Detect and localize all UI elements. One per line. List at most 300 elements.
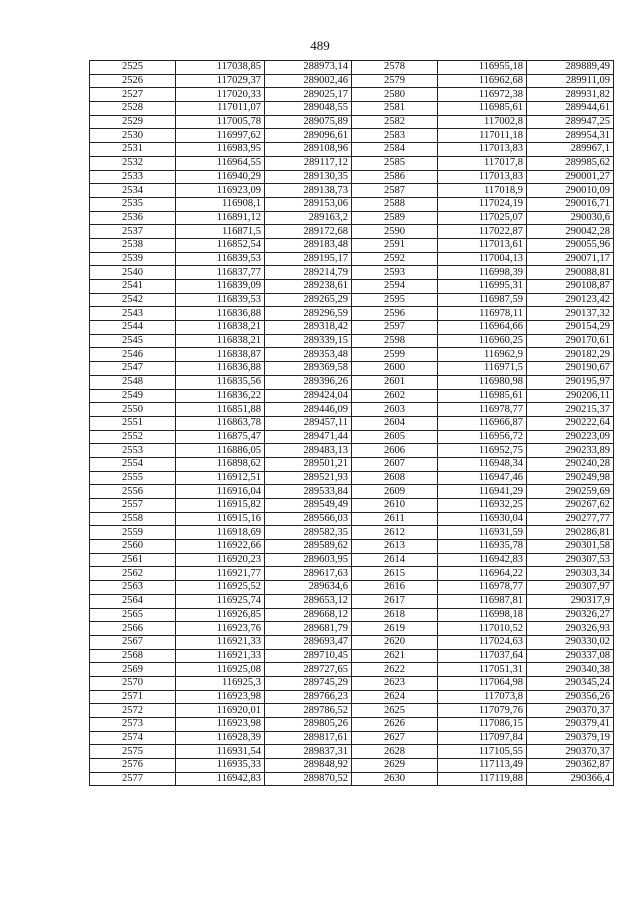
point-number-cell: 2559 bbox=[90, 526, 176, 540]
y-coordinate-cell: 289967,1 bbox=[527, 143, 614, 157]
x-coordinate-cell: 116964,22 bbox=[438, 567, 527, 581]
x-coordinate-cell: 116987,81 bbox=[438, 594, 527, 608]
point-number-cell: 2592 bbox=[352, 252, 438, 266]
y-coordinate-cell: 289521,93 bbox=[265, 471, 352, 485]
point-number-cell: 2553 bbox=[90, 444, 176, 458]
y-coordinate-cell: 290356,26 bbox=[527, 690, 614, 704]
point-number-cell: 2576 bbox=[90, 759, 176, 773]
point-number-cell: 2624 bbox=[352, 690, 438, 704]
x-coordinate-cell: 117073,8 bbox=[438, 690, 527, 704]
point-number-cell: 2564 bbox=[90, 594, 176, 608]
point-number-cell: 2577 bbox=[90, 772, 176, 786]
table-row bbox=[90, 622, 614, 636]
x-coordinate-cell: 116921,33 bbox=[176, 649, 265, 663]
point-number-cell: 2557 bbox=[90, 499, 176, 513]
y-coordinate-cell: 289446,09 bbox=[265, 403, 352, 417]
point-number-cell: 2616 bbox=[352, 581, 438, 595]
x-coordinate-cell: 116948,34 bbox=[438, 457, 527, 471]
table-row bbox=[90, 540, 614, 554]
x-coordinate-cell: 117013,83 bbox=[438, 143, 527, 157]
point-number-cell: 2600 bbox=[352, 362, 438, 376]
x-coordinate-cell: 116838,21 bbox=[176, 334, 265, 348]
point-number-cell: 2596 bbox=[352, 307, 438, 321]
x-coordinate-cell: 116983,95 bbox=[176, 143, 265, 157]
y-coordinate-cell: 289668,12 bbox=[265, 608, 352, 622]
x-coordinate-cell: 117004,13 bbox=[438, 252, 527, 266]
y-coordinate-cell: 289501,21 bbox=[265, 457, 352, 471]
y-coordinate-cell: 290362,87 bbox=[527, 759, 614, 773]
point-number-cell: 2568 bbox=[90, 649, 176, 663]
x-coordinate-cell: 116926,85 bbox=[176, 608, 265, 622]
table-row bbox=[90, 718, 614, 732]
x-coordinate-cell: 116935,33 bbox=[176, 759, 265, 773]
table-row bbox=[90, 499, 614, 513]
y-coordinate-cell: 289163,2 bbox=[265, 211, 352, 225]
y-coordinate-cell: 289634,6 bbox=[265, 581, 352, 595]
point-number-cell: 2563 bbox=[90, 581, 176, 595]
x-coordinate-cell: 117024,63 bbox=[438, 635, 527, 649]
x-coordinate-cell: 116960,25 bbox=[438, 334, 527, 348]
x-coordinate-cell: 117011,07 bbox=[176, 102, 265, 116]
y-coordinate-cell: 290307,97 bbox=[527, 581, 614, 595]
y-coordinate-cell: 289931,82 bbox=[527, 88, 614, 102]
table-row bbox=[90, 635, 614, 649]
y-coordinate-cell: 289837,31 bbox=[265, 745, 352, 759]
point-number-cell: 2625 bbox=[352, 704, 438, 718]
point-number-cell: 2599 bbox=[352, 348, 438, 362]
y-coordinate-cell: 289457,11 bbox=[265, 416, 352, 430]
x-coordinate-cell: 116962,9 bbox=[438, 348, 527, 362]
point-number-cell: 2529 bbox=[90, 115, 176, 129]
x-coordinate-cell: 116962,68 bbox=[438, 74, 527, 88]
point-number-cell: 2556 bbox=[90, 485, 176, 499]
y-coordinate-cell: 289195,17 bbox=[265, 252, 352, 266]
y-coordinate-cell: 289108,96 bbox=[265, 143, 352, 157]
point-number-cell: 2608 bbox=[352, 471, 438, 485]
table-row bbox=[90, 389, 614, 403]
point-number-cell: 2588 bbox=[352, 197, 438, 211]
y-coordinate-cell: 289710,45 bbox=[265, 649, 352, 663]
table-row bbox=[90, 731, 614, 745]
x-coordinate-cell: 116852,54 bbox=[176, 238, 265, 252]
point-number-cell: 2607 bbox=[352, 457, 438, 471]
y-coordinate-cell: 290170,61 bbox=[527, 334, 614, 348]
table-row bbox=[90, 512, 614, 526]
table-row bbox=[90, 772, 614, 786]
point-number-cell: 2560 bbox=[90, 540, 176, 554]
point-number-cell: 2551 bbox=[90, 416, 176, 430]
x-coordinate-cell: 117113,49 bbox=[438, 759, 527, 773]
y-coordinate-cell: 290137,32 bbox=[527, 307, 614, 321]
x-coordinate-cell: 116940,29 bbox=[176, 170, 265, 184]
y-coordinate-cell: 289944,61 bbox=[527, 102, 614, 116]
y-coordinate-cell: 289369,58 bbox=[265, 362, 352, 376]
x-coordinate-cell: 116920,01 bbox=[176, 704, 265, 718]
y-coordinate-cell: 289339,15 bbox=[265, 334, 352, 348]
x-coordinate-cell: 117097,84 bbox=[438, 731, 527, 745]
x-coordinate-cell: 117037,64 bbox=[438, 649, 527, 663]
x-coordinate-cell: 116836,88 bbox=[176, 307, 265, 321]
x-coordinate-cell: 116908,1 bbox=[176, 197, 265, 211]
x-coordinate-cell: 117119,88 bbox=[438, 772, 527, 786]
y-coordinate-cell: 289549,49 bbox=[265, 499, 352, 513]
y-coordinate-cell: 289848,92 bbox=[265, 759, 352, 773]
y-coordinate-cell: 290042,28 bbox=[527, 225, 614, 239]
x-coordinate-cell: 116964,55 bbox=[176, 156, 265, 170]
x-coordinate-cell: 117017,8 bbox=[438, 156, 527, 170]
point-number-cell: 2527 bbox=[90, 88, 176, 102]
point-number-cell: 2580 bbox=[352, 88, 438, 102]
y-coordinate-cell: 289617,63 bbox=[265, 567, 352, 581]
table-row bbox=[90, 663, 614, 677]
x-coordinate-cell: 116925,3 bbox=[176, 676, 265, 690]
y-coordinate-cell: 290366,4 bbox=[527, 772, 614, 786]
x-coordinate-cell: 116891,12 bbox=[176, 211, 265, 225]
y-coordinate-cell: 290195,97 bbox=[527, 375, 614, 389]
point-number-cell: 2530 bbox=[90, 129, 176, 143]
x-coordinate-cell: 117086,15 bbox=[438, 718, 527, 732]
y-coordinate-cell: 290206,11 bbox=[527, 389, 614, 403]
x-coordinate-cell: 116916,04 bbox=[176, 485, 265, 499]
table-row bbox=[90, 143, 614, 157]
y-coordinate-cell: 289693,47 bbox=[265, 635, 352, 649]
y-coordinate-cell: 290030,6 bbox=[527, 211, 614, 225]
x-coordinate-cell: 116835,56 bbox=[176, 375, 265, 389]
point-number-cell: 2533 bbox=[90, 170, 176, 184]
x-coordinate-cell: 117018,9 bbox=[438, 184, 527, 198]
x-coordinate-cell: 116838,21 bbox=[176, 321, 265, 335]
table-row bbox=[90, 649, 614, 663]
point-number-cell: 2561 bbox=[90, 553, 176, 567]
x-coordinate-cell: 116923,98 bbox=[176, 690, 265, 704]
y-coordinate-cell: 290326,27 bbox=[527, 608, 614, 622]
x-coordinate-cell: 116925,08 bbox=[176, 663, 265, 677]
point-number-cell: 2546 bbox=[90, 348, 176, 362]
y-coordinate-cell: 289424,04 bbox=[265, 389, 352, 403]
table-row bbox=[90, 74, 614, 88]
x-coordinate-cell: 117064,98 bbox=[438, 676, 527, 690]
x-coordinate-cell: 116978,77 bbox=[438, 403, 527, 417]
table-row bbox=[90, 280, 614, 294]
table-row bbox=[90, 238, 614, 252]
point-number-cell: 2613 bbox=[352, 540, 438, 554]
table-row bbox=[90, 211, 614, 225]
y-coordinate-cell: 290379,19 bbox=[527, 731, 614, 745]
x-coordinate-cell: 116998,18 bbox=[438, 608, 527, 622]
point-number-cell: 2579 bbox=[352, 74, 438, 88]
table-row bbox=[90, 457, 614, 471]
point-number-cell: 2575 bbox=[90, 745, 176, 759]
point-number-cell: 2606 bbox=[352, 444, 438, 458]
y-coordinate-cell: 290370,37 bbox=[527, 745, 614, 759]
point-number-cell: 2629 bbox=[352, 759, 438, 773]
point-number-cell: 2598 bbox=[352, 334, 438, 348]
x-coordinate-cell: 116922,66 bbox=[176, 540, 265, 554]
x-coordinate-cell: 116836,22 bbox=[176, 389, 265, 403]
point-number-cell: 2567 bbox=[90, 635, 176, 649]
point-number-cell: 2589 bbox=[352, 211, 438, 225]
y-coordinate-cell: 290370,37 bbox=[527, 704, 614, 718]
y-coordinate-cell: 290240,28 bbox=[527, 457, 614, 471]
x-coordinate-cell: 116837,77 bbox=[176, 266, 265, 280]
y-coordinate-cell: 290055,96 bbox=[527, 238, 614, 252]
y-coordinate-cell: 290267,62 bbox=[527, 499, 614, 513]
y-coordinate-cell: 289238,61 bbox=[265, 280, 352, 294]
coordinates-table bbox=[89, 60, 614, 786]
y-coordinate-cell: 289653,12 bbox=[265, 594, 352, 608]
table-row bbox=[90, 115, 614, 129]
y-coordinate-cell: 289471,44 bbox=[265, 430, 352, 444]
y-coordinate-cell: 290190,67 bbox=[527, 362, 614, 376]
point-number-cell: 2528 bbox=[90, 102, 176, 116]
point-number-cell: 2602 bbox=[352, 389, 438, 403]
point-number-cell: 2552 bbox=[90, 430, 176, 444]
x-coordinate-cell: 116985,61 bbox=[438, 389, 527, 403]
y-coordinate-cell: 289483,13 bbox=[265, 444, 352, 458]
point-number-cell: 2558 bbox=[90, 512, 176, 526]
x-coordinate-cell: 116966,87 bbox=[438, 416, 527, 430]
x-coordinate-cell: 116931,59 bbox=[438, 526, 527, 540]
point-number-cell: 2584 bbox=[352, 143, 438, 157]
x-coordinate-cell: 117025,07 bbox=[438, 211, 527, 225]
point-number-cell: 2548 bbox=[90, 375, 176, 389]
y-coordinate-cell: 289985,62 bbox=[527, 156, 614, 170]
point-number-cell: 2604 bbox=[352, 416, 438, 430]
x-coordinate-cell: 116931,54 bbox=[176, 745, 265, 759]
y-coordinate-cell: 289911,09 bbox=[527, 74, 614, 88]
y-coordinate-cell: 289870,52 bbox=[265, 772, 352, 786]
x-coordinate-cell: 116925,74 bbox=[176, 594, 265, 608]
x-coordinate-cell: 116971,5 bbox=[438, 362, 527, 376]
x-coordinate-cell: 117022,87 bbox=[438, 225, 527, 239]
point-number-cell: 2544 bbox=[90, 321, 176, 335]
y-coordinate-cell: 289130,35 bbox=[265, 170, 352, 184]
table-row bbox=[90, 745, 614, 759]
y-coordinate-cell: 289025,17 bbox=[265, 88, 352, 102]
point-number-cell: 2601 bbox=[352, 375, 438, 389]
x-coordinate-cell: 116985,61 bbox=[438, 102, 527, 116]
y-coordinate-cell: 290286,81 bbox=[527, 526, 614, 540]
y-coordinate-cell: 289603,95 bbox=[265, 553, 352, 567]
y-coordinate-cell: 289889,49 bbox=[527, 61, 614, 75]
x-coordinate-cell: 116928,39 bbox=[176, 731, 265, 745]
y-coordinate-cell: 290222,64 bbox=[527, 416, 614, 430]
table-row bbox=[90, 526, 614, 540]
x-coordinate-cell: 116921,77 bbox=[176, 567, 265, 581]
x-coordinate-cell: 116863,78 bbox=[176, 416, 265, 430]
point-number-cell: 2620 bbox=[352, 635, 438, 649]
x-coordinate-cell: 116851,88 bbox=[176, 403, 265, 417]
point-number-cell: 2565 bbox=[90, 608, 176, 622]
point-number-cell: 2603 bbox=[352, 403, 438, 417]
table-row bbox=[90, 348, 614, 362]
table-row bbox=[90, 416, 614, 430]
point-number-cell: 2539 bbox=[90, 252, 176, 266]
x-coordinate-cell: 116923,09 bbox=[176, 184, 265, 198]
x-coordinate-cell: 116838,87 bbox=[176, 348, 265, 362]
x-coordinate-cell: 116912,51 bbox=[176, 471, 265, 485]
y-coordinate-cell: 288973,14 bbox=[265, 61, 352, 75]
x-coordinate-cell: 116886,05 bbox=[176, 444, 265, 458]
y-coordinate-cell: 290123,42 bbox=[527, 293, 614, 307]
x-coordinate-cell: 117105,55 bbox=[438, 745, 527, 759]
point-number-cell: 2609 bbox=[352, 485, 438, 499]
y-coordinate-cell: 289296,59 bbox=[265, 307, 352, 321]
x-coordinate-cell: 116875,47 bbox=[176, 430, 265, 444]
point-number-cell: 2619 bbox=[352, 622, 438, 636]
y-coordinate-cell: 289153,06 bbox=[265, 197, 352, 211]
table-row bbox=[90, 184, 614, 198]
table-row bbox=[90, 252, 614, 266]
y-coordinate-cell: 290301,58 bbox=[527, 540, 614, 554]
point-number-cell: 2570 bbox=[90, 676, 176, 690]
table-row bbox=[90, 266, 614, 280]
y-coordinate-cell: 290010,09 bbox=[527, 184, 614, 198]
x-coordinate-cell: 116955,18 bbox=[438, 61, 527, 75]
table-row bbox=[90, 581, 614, 595]
x-coordinate-cell: 117005,78 bbox=[176, 115, 265, 129]
point-number-cell: 2597 bbox=[352, 321, 438, 335]
point-number-cell: 2593 bbox=[352, 266, 438, 280]
table-row bbox=[90, 225, 614, 239]
table-row bbox=[90, 156, 614, 170]
point-number-cell: 2586 bbox=[352, 170, 438, 184]
table-row bbox=[90, 129, 614, 143]
table-row bbox=[90, 594, 614, 608]
x-coordinate-cell: 116839,09 bbox=[176, 280, 265, 294]
x-coordinate-cell: 117029,37 bbox=[176, 74, 265, 88]
point-number-cell: 2611 bbox=[352, 512, 438, 526]
y-coordinate-cell: 290345,24 bbox=[527, 676, 614, 690]
point-number-cell: 2628 bbox=[352, 745, 438, 759]
y-coordinate-cell: 289681,79 bbox=[265, 622, 352, 636]
y-coordinate-cell: 289117,12 bbox=[265, 156, 352, 170]
point-number-cell: 2543 bbox=[90, 307, 176, 321]
y-coordinate-cell: 289727,65 bbox=[265, 663, 352, 677]
y-coordinate-cell: 290340,38 bbox=[527, 663, 614, 677]
point-number-cell: 2591 bbox=[352, 238, 438, 252]
y-coordinate-cell: 289318,42 bbox=[265, 321, 352, 335]
x-coordinate-cell: 117079,76 bbox=[438, 704, 527, 718]
x-coordinate-cell: 117038,85 bbox=[176, 61, 265, 75]
table-row bbox=[90, 362, 614, 376]
x-coordinate-cell: 116987,59 bbox=[438, 293, 527, 307]
y-coordinate-cell: 290182,29 bbox=[527, 348, 614, 362]
y-coordinate-cell: 290215,37 bbox=[527, 403, 614, 417]
y-coordinate-cell: 289805,26 bbox=[265, 718, 352, 732]
y-coordinate-cell: 290223,09 bbox=[527, 430, 614, 444]
point-number-cell: 2536 bbox=[90, 211, 176, 225]
point-number-cell: 2614 bbox=[352, 553, 438, 567]
y-coordinate-cell: 289096,61 bbox=[265, 129, 352, 143]
point-number-cell: 2549 bbox=[90, 389, 176, 403]
point-number-cell: 2618 bbox=[352, 608, 438, 622]
y-coordinate-cell: 289766,23 bbox=[265, 690, 352, 704]
y-coordinate-cell: 290317,9 bbox=[527, 594, 614, 608]
y-coordinate-cell: 290088,81 bbox=[527, 266, 614, 280]
point-number-cell: 2538 bbox=[90, 238, 176, 252]
y-coordinate-cell: 289589,62 bbox=[265, 540, 352, 554]
y-coordinate-cell: 290303,34 bbox=[527, 567, 614, 581]
point-number-cell: 2572 bbox=[90, 704, 176, 718]
x-coordinate-cell: 116952,75 bbox=[438, 444, 527, 458]
x-coordinate-cell: 116995,31 bbox=[438, 280, 527, 294]
y-coordinate-cell: 290259,69 bbox=[527, 485, 614, 499]
x-coordinate-cell: 117024,19 bbox=[438, 197, 527, 211]
point-number-cell: 2569 bbox=[90, 663, 176, 677]
x-coordinate-cell: 116871,5 bbox=[176, 225, 265, 239]
point-number-cell: 2626 bbox=[352, 718, 438, 732]
x-coordinate-cell: 116941,29 bbox=[438, 485, 527, 499]
table-row bbox=[90, 567, 614, 581]
point-number-cell: 2590 bbox=[352, 225, 438, 239]
y-coordinate-cell: 289947,25 bbox=[527, 115, 614, 129]
x-coordinate-cell: 117011,18 bbox=[438, 129, 527, 143]
point-number-cell: 2615 bbox=[352, 567, 438, 581]
x-coordinate-cell: 116942,83 bbox=[176, 772, 265, 786]
point-number-cell: 2587 bbox=[352, 184, 438, 198]
table-row bbox=[90, 170, 614, 184]
y-coordinate-cell: 289954,31 bbox=[527, 129, 614, 143]
x-coordinate-cell: 117002,8 bbox=[438, 115, 527, 129]
point-number-cell: 2594 bbox=[352, 280, 438, 294]
y-coordinate-cell: 289183,48 bbox=[265, 238, 352, 252]
y-coordinate-cell: 290326,93 bbox=[527, 622, 614, 636]
y-coordinate-cell: 289566,03 bbox=[265, 512, 352, 526]
x-coordinate-cell: 116956,72 bbox=[438, 430, 527, 444]
x-coordinate-cell: 116836,88 bbox=[176, 362, 265, 376]
y-coordinate-cell: 290154,29 bbox=[527, 321, 614, 335]
y-coordinate-cell: 290379,41 bbox=[527, 718, 614, 732]
x-coordinate-cell: 116935,78 bbox=[438, 540, 527, 554]
y-coordinate-cell: 289214,79 bbox=[265, 266, 352, 280]
point-number-cell: 2617 bbox=[352, 594, 438, 608]
table-row bbox=[90, 704, 614, 718]
y-coordinate-cell: 289745,29 bbox=[265, 676, 352, 690]
point-number-cell: 2585 bbox=[352, 156, 438, 170]
table-row bbox=[90, 444, 614, 458]
point-number-cell: 2542 bbox=[90, 293, 176, 307]
point-number-cell: 2622 bbox=[352, 663, 438, 677]
point-number-cell: 2610 bbox=[352, 499, 438, 513]
y-coordinate-cell: 289172,68 bbox=[265, 225, 352, 239]
point-number-cell: 2534 bbox=[90, 184, 176, 198]
table-row bbox=[90, 430, 614, 444]
point-number-cell: 2627 bbox=[352, 731, 438, 745]
table-row bbox=[90, 88, 614, 102]
x-coordinate-cell: 116921,33 bbox=[176, 635, 265, 649]
x-coordinate-cell: 116932,25 bbox=[438, 499, 527, 513]
y-coordinate-cell: 289582,35 bbox=[265, 526, 352, 540]
x-coordinate-cell: 116923,98 bbox=[176, 718, 265, 732]
y-coordinate-cell: 290249,98 bbox=[527, 471, 614, 485]
point-number-cell: 2550 bbox=[90, 403, 176, 417]
point-number-cell: 2566 bbox=[90, 622, 176, 636]
point-number-cell: 2547 bbox=[90, 362, 176, 376]
table-row bbox=[90, 334, 614, 348]
x-coordinate-cell: 116964,66 bbox=[438, 321, 527, 335]
table-row bbox=[90, 485, 614, 499]
y-coordinate-cell: 290071,17 bbox=[527, 252, 614, 266]
point-number-cell: 2526 bbox=[90, 74, 176, 88]
point-number-cell: 2535 bbox=[90, 197, 176, 211]
table-row bbox=[90, 375, 614, 389]
table-row bbox=[90, 102, 614, 116]
point-number-cell: 2621 bbox=[352, 649, 438, 663]
x-coordinate-cell: 117051,31 bbox=[438, 663, 527, 677]
point-number-cell: 2531 bbox=[90, 143, 176, 157]
x-coordinate-cell: 116839,53 bbox=[176, 252, 265, 266]
